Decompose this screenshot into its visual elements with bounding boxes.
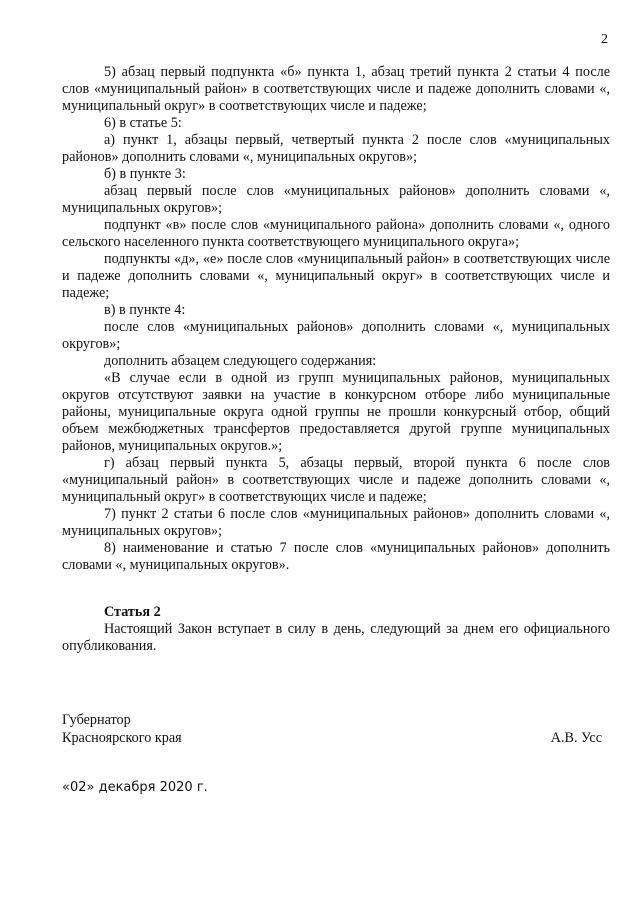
signature-position-line1: Губернатор: [62, 712, 131, 728]
paragraph-6v-1: после слов «муниципальных районов» дополнить словами «, муниципальных округов»;: [62, 319, 610, 352]
paragraph-6v: в) в пункте 4:: [104, 302, 186, 318]
paragraph-8: 8) наименование и статью 7 после слов «муниципальных районов» дополнить словами «, муниципальных округов».: [62, 540, 610, 573]
paragraph-6b: б) в пункте 3:: [104, 166, 186, 182]
paragraph-6b-1: абзац первый после слов «муниципальных районов» дополнить словами «, муниципальных округов»;: [62, 183, 610, 216]
paragraph-6b-3: подпункты «д», «е» после слов «муниципальный район» в соответствующих числе и падеже дополнить словами «, муниципальный округ» в соответствующих числе и падеже;: [62, 251, 610, 301]
paragraph-7: 7) пункт 2 статьи 6 после слов «муниципальных районов» дополнить словами «, муниципальных округов»;: [62, 506, 610, 539]
article-2-title: Статья 2: [104, 604, 161, 620]
paragraph-6g: г) абзац первый пункта 5, абзацы первый, второй пункта 6 после слов «муниципальный район» в соответствующих числе и падеже дополнить словами «, муниципальный округ» в соответствующих числе и падеже;: [62, 455, 610, 505]
paragraph-5: 5) абзац первый подпункта «б» пункта 1, абзац третий пункта 2 статьи 4 после слов «муниципальный район» в соответствующих числе и падеже дополнить словами «, муниципальный округ» в соответствующих числе и падеже;: [62, 64, 610, 114]
document-body: [62, 64, 610, 655]
paragraph-6a: а) пункт 1, абзацы первый, четвертый пункта 2 после слов «муниципальных районов» дополнить словами «, муниципальных округов»;: [62, 132, 610, 165]
signature-name: А.В. Усс: [550, 730, 602, 746]
signature-position-line2: Красноярского края: [62, 730, 182, 746]
paragraph-6b-2: подпункт «в» после слов «муниципального района» дополнить словами «, одного сельского населенного пункта соответствующего муниципального округа»;: [62, 217, 610, 250]
document-date: «02» декабря 2020 г.: [62, 780, 208, 795]
signature-block: [62, 711, 610, 747]
article-2-text: Настоящий Закон вступает в силу в день, следующий за днем его официального опубликования.: [62, 621, 610, 654]
paragraph-6v-quote: «В случае если в одной из групп муниципальных районов, муниципальных округов отсутствуют заявки на участие в конкурсном отборе либо муниципальные районы, муниципальные округа одной группы не прошли конкурсный отбор, общий объем межбюджетных трансфертов предоставляется другой группе муниципальных районов, муниципальных округов.»;: [62, 370, 610, 454]
paragraph-6v-2: дополнить абзацем следующего содержания:: [104, 353, 377, 369]
page-number: 2: [601, 32, 608, 47]
paragraph-6: 6) в статье 5:: [104, 115, 182, 131]
